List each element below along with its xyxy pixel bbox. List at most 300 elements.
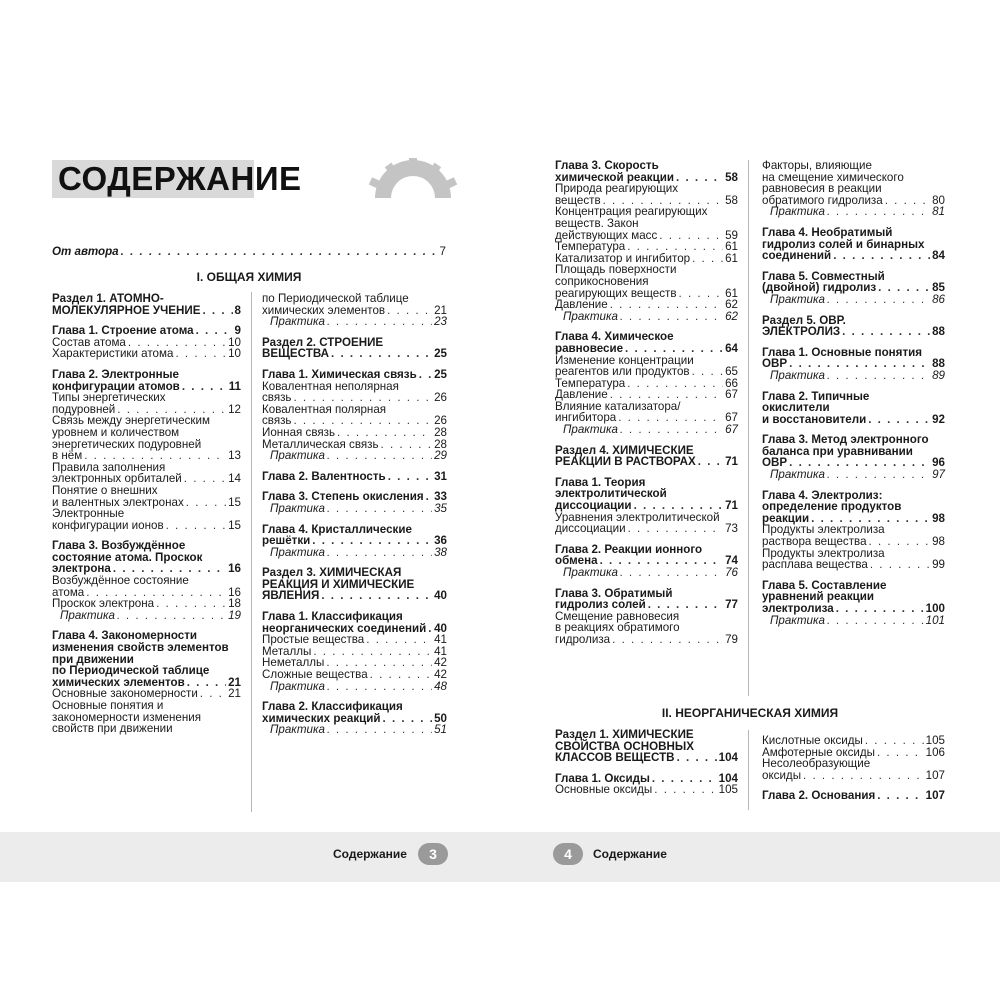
dot-leader xyxy=(654,784,716,796)
intro-page: 7 xyxy=(439,245,446,258)
toc-entry[interactable] xyxy=(262,316,447,328)
toc-page-number: 88 xyxy=(932,325,945,339)
toc-column-5 xyxy=(555,729,738,796)
toc-entry[interactable] xyxy=(555,355,738,378)
toc-entry[interactable] xyxy=(262,669,447,681)
toc-entry-line: определение продуктов xyxy=(762,500,902,514)
toc-entry[interactable] xyxy=(262,404,447,427)
toc-entry-line: соприкосновения xyxy=(555,274,649,288)
toc-entry[interactable] xyxy=(52,415,241,461)
toc-entry-title: и валентных электронах xyxy=(52,495,184,509)
section-heading-inorganic: II. НЕОРГАНИЧЕСКАЯ ХИМИЯ xyxy=(661,706,839,720)
dot-leader xyxy=(869,536,931,548)
toc-entry-title: электролиза xyxy=(762,602,834,615)
toc-entry-title: решётки xyxy=(262,534,311,548)
toc-entry[interactable] xyxy=(762,524,945,547)
toc-entry[interactable] xyxy=(262,681,447,693)
toc-entry-line: СВОЙСТВА ОСНОВНЫХ xyxy=(555,739,694,753)
toc-entry-title: соединений xyxy=(762,249,832,263)
toc-entry-title: конфигурации атомов xyxy=(52,379,180,393)
toc-entry[interactable] xyxy=(555,784,738,796)
toc-entry-line: на смещение химического xyxy=(762,170,904,184)
toc-entry-line: электролитической xyxy=(555,487,667,501)
toc-entry-line: Глава 2. Реакции ионного xyxy=(555,542,703,556)
toc-entry-line: уравнений реакции xyxy=(762,590,875,604)
toc-entry-line: Глава 1. Теория xyxy=(555,475,646,489)
toc-entry-line: по Периодической таблице xyxy=(52,664,210,678)
dot-leader xyxy=(836,603,924,615)
toc-entry[interactable] xyxy=(555,206,738,241)
dot-leader xyxy=(327,724,432,736)
toc-page-number: 62 xyxy=(725,309,738,323)
dot-leader xyxy=(387,305,432,317)
dot-leader xyxy=(618,412,723,424)
toc-entry-line: Глава 4. Необратимый xyxy=(762,225,893,239)
toc-page-number: 77 xyxy=(725,598,738,612)
toc-entry-title: Практика xyxy=(270,545,325,559)
toc-entry[interactable] xyxy=(555,264,738,299)
toc-entry[interactable] xyxy=(262,427,447,439)
toc-entry-title: гидролиз солей xyxy=(555,598,646,612)
toc-entry-title: ЯВЛЕНИЯ xyxy=(262,589,320,603)
toc-page-number: 89 xyxy=(932,368,945,382)
dot-leader xyxy=(803,770,924,782)
toc-page-number: 67 xyxy=(725,388,738,402)
toc-entry-title: оксиды xyxy=(762,768,802,782)
toc-page-number: 61 xyxy=(725,240,738,254)
toc-entry-title: Практика xyxy=(770,468,825,482)
toc-entry-title: связь xyxy=(262,414,292,428)
toc-page-number: 97 xyxy=(932,468,945,482)
toc-entry-title: Глава 3. Степень окисления xyxy=(262,490,424,504)
toc-page-number: 85 xyxy=(932,281,945,295)
toc-entry-line: Несолеобразующие xyxy=(762,757,871,771)
toc-page-number: 98 xyxy=(932,535,945,549)
intro-entry[interactable] xyxy=(52,245,446,258)
toc-page-number: 21 xyxy=(434,303,447,317)
toc-page-number: 62 xyxy=(725,298,738,312)
toc-entry[interactable] xyxy=(762,490,945,525)
toc-entry[interactable] xyxy=(52,575,241,598)
toc-entry-title: Глава 2. Валентность xyxy=(262,469,386,483)
toc-entry-title: действующих масс xyxy=(555,228,658,242)
toc-page-number: 104 xyxy=(718,771,738,785)
toc-entry-title: Глава 1. Химическая связь xyxy=(262,367,417,381)
toc-entry[interactable] xyxy=(762,615,945,627)
toc-column-2 xyxy=(262,293,447,736)
toc-entry-line: Глава 5. Совместный xyxy=(762,269,885,283)
toc-entry-line: Концентрация реагирующих xyxy=(555,205,708,219)
dot-leader xyxy=(321,590,432,602)
toc-page-number: 14 xyxy=(228,472,241,486)
toc-page-number: 61 xyxy=(725,286,738,300)
dot-leader xyxy=(388,471,432,483)
dot-leader xyxy=(117,610,226,622)
toc-entry[interactable] xyxy=(52,369,241,392)
dot-leader xyxy=(370,669,432,681)
dot-leader xyxy=(652,773,717,785)
toc-page-number: 50 xyxy=(434,711,447,725)
toc-entry-line: Глава 4. Кристаллические xyxy=(262,522,412,536)
toc-entry-title: Характеристики атома xyxy=(52,347,174,361)
toc-entry-title: диссоциации xyxy=(555,522,626,536)
toc-entry[interactable] xyxy=(555,401,738,424)
toc-page-number: 12 xyxy=(228,402,241,416)
toc-entry-line: Типы энергетических xyxy=(52,391,166,405)
toc-entry-line: Глава 5. Составление xyxy=(762,578,887,592)
dot-leader xyxy=(827,370,930,382)
toc-page-number: 98 xyxy=(932,511,945,525)
toc-entry[interactable] xyxy=(762,434,945,469)
toc-entry-line: Глава 4. Химическое xyxy=(555,330,674,344)
toc-page-number: 107 xyxy=(925,789,945,803)
dot-leader xyxy=(313,646,432,658)
toc-page-number: 23 xyxy=(434,315,447,329)
toc-page-number: 65 xyxy=(725,365,738,379)
toc-entry-line: Изменение концентрации xyxy=(555,353,694,367)
toc-entry-title: Температура xyxy=(555,376,626,390)
dot-leader xyxy=(200,688,226,700)
toc-page-number: 26 xyxy=(434,391,447,405)
toc-entry[interactable] xyxy=(52,392,241,415)
toc-entry-title: неорганических соединений xyxy=(262,621,427,635)
toc-entry-title: ОВР xyxy=(762,357,788,371)
column-divider xyxy=(748,730,749,810)
toc-page-number: 59 xyxy=(725,228,738,242)
toc-page-number: 15 xyxy=(228,495,241,509)
toc-entry[interactable] xyxy=(52,462,241,485)
toc-entry-line: Глава 2. Электронные xyxy=(52,367,179,381)
dot-leader xyxy=(175,348,226,360)
toc-entry-title: Основные оксиды xyxy=(555,783,653,797)
toc-page-number: 21 xyxy=(228,687,241,701)
toc-page-number: 71 xyxy=(725,499,738,513)
toc-entry[interactable] xyxy=(555,477,738,512)
toc-entry-title: Практика xyxy=(60,608,115,622)
toc-entry-line: Раздел 5. ОВР. xyxy=(762,313,846,327)
toc-page-number: 100 xyxy=(925,602,945,615)
toc-entry[interactable] xyxy=(52,508,241,531)
toc-entry[interactable] xyxy=(52,540,241,575)
toc-page-number: 48 xyxy=(434,679,447,693)
toc-entry-title: реагентов или продуктов xyxy=(555,365,690,379)
toc-page-number: 10 xyxy=(228,335,241,349)
toc-entry-title: РЕАКЦИИ В РАСТВОРАХ xyxy=(555,455,696,469)
toc-entry[interactable] xyxy=(555,311,738,323)
toc-entry-title: раствора вещества xyxy=(762,535,867,549)
toc-entry-line: окислители xyxy=(762,401,830,415)
toc-entry[interactable] xyxy=(52,610,241,622)
toc-page-number: 80 xyxy=(932,193,945,207)
toc-entry-title: КЛАССОВ ВЕЩЕСТВ xyxy=(555,751,675,765)
column-divider xyxy=(748,160,749,696)
toc-page-number: 41 xyxy=(434,644,447,658)
dot-leader xyxy=(827,294,930,306)
toc-entry-title: МОЛЕКУЛЯРНОЕ УЧЕНИЕ xyxy=(52,303,201,317)
dot-leader xyxy=(293,392,432,404)
toc-page-number: 25 xyxy=(434,367,447,381)
toc-page-number: 92 xyxy=(932,412,945,426)
dot-leader xyxy=(327,450,432,462)
toc-entry[interactable] xyxy=(762,294,945,306)
dot-leader xyxy=(868,414,930,426)
dot-leader xyxy=(827,469,930,481)
toc-entry[interactable] xyxy=(762,548,945,571)
dot-leader xyxy=(885,195,930,207)
dot-leader xyxy=(659,230,723,242)
toc-entry-line: Глава 4. Электролиз: xyxy=(762,488,883,502)
toc-entry-line: Глава 1. Классификация xyxy=(262,610,403,624)
toc-entry-title: Глава 1. Оксиды xyxy=(555,771,650,785)
toc-entry-line: Глава 4. Закономерности xyxy=(52,629,198,643)
toc-entry[interactable] xyxy=(762,206,945,218)
toc-entry[interactable] xyxy=(262,724,447,736)
dot-leader xyxy=(381,439,433,451)
toc-entry[interactable] xyxy=(262,369,447,381)
toc-entry[interactable] xyxy=(52,485,241,508)
dot-leader xyxy=(865,735,924,747)
toc-entry-line: Смещение равновесия xyxy=(555,609,680,623)
toc-entry[interactable] xyxy=(262,611,447,634)
toc-entry[interactable] xyxy=(262,381,447,404)
toc-entry-title: Практика xyxy=(270,723,325,737)
toc-entry[interactable] xyxy=(555,183,738,206)
toc-page-number: 31 xyxy=(434,469,447,483)
dot-leader xyxy=(196,325,233,337)
toc-page-number: 76 xyxy=(725,566,738,579)
toc-entry[interactable] xyxy=(262,524,447,547)
toc-entry-title: Температура xyxy=(555,240,626,254)
dot-leader xyxy=(366,634,432,646)
toc-entry-title: Металлы xyxy=(262,644,312,658)
toc-entry-title: Сложные вещества xyxy=(262,668,368,682)
dot-leader xyxy=(327,503,432,515)
toc-entry-line: Глава 3. Метод электронного xyxy=(762,433,929,447)
toc-entry-line: Связь между энергетическим xyxy=(52,414,210,428)
toc-page-number: 40 xyxy=(434,621,447,635)
dot-leader xyxy=(166,520,226,532)
toc-entry-title: Практика xyxy=(770,613,825,627)
toc-column-3 xyxy=(555,160,738,646)
toc-entry-title: равновесие xyxy=(555,341,624,355)
toc-entry-line: свойств при движении xyxy=(52,722,173,736)
toc-entry[interactable] xyxy=(555,588,738,611)
toc-entry[interactable] xyxy=(762,160,945,206)
toc-entry[interactable] xyxy=(555,445,738,468)
toc-entry-title: Давление xyxy=(555,388,608,402)
toc-entry-line: состояние атома. Проскок xyxy=(52,550,203,564)
toc-entry-title: Состав атома xyxy=(52,335,126,349)
toc-entry[interactable] xyxy=(762,271,945,294)
toc-page-number: 16 xyxy=(228,585,241,599)
toc-entry-line: изменения свойств элементов xyxy=(52,641,229,655)
toc-entry[interactable] xyxy=(762,347,945,370)
toc-page-number: 79 xyxy=(725,632,738,646)
toc-page-number: 36 xyxy=(434,534,447,548)
toc-entry[interactable] xyxy=(555,160,738,183)
toc-page-number: 66 xyxy=(725,376,738,390)
toc-page-number: 29 xyxy=(434,449,447,463)
toc-entry-line: Возбуждённое состояние xyxy=(52,574,189,588)
toc-page-number: 9 xyxy=(234,324,241,338)
toc-entry-title: Проскок электрона xyxy=(52,597,155,611)
toc-entry[interactable] xyxy=(262,471,447,483)
dot-leader xyxy=(337,427,432,439)
toc-entry-line: веществ. Закон xyxy=(555,216,639,230)
toc-entry-title: ВЕЩЕСТВА xyxy=(262,347,329,361)
toc-entry[interactable] xyxy=(555,299,738,311)
toc-entry-line: Глава 2. Типичные xyxy=(762,389,870,403)
toc-page-number: 88 xyxy=(932,357,945,371)
dot-leader xyxy=(383,713,433,725)
toc-entry[interactable] xyxy=(262,450,447,462)
toc-page-number: 25 xyxy=(434,347,447,361)
toc-entry-line: Основные понятия и xyxy=(52,699,164,712)
toc-entry-title: конфигурации ионов xyxy=(52,518,164,532)
intro-label: От автора xyxy=(52,245,119,258)
toc-entry[interactable] xyxy=(262,567,447,602)
toc-entry-line: Раздел 3. ХИМИЧЕСКАЯ xyxy=(262,566,402,580)
toc-column-1 xyxy=(52,293,241,735)
toc-entry[interactable] xyxy=(262,547,447,559)
dot-leader xyxy=(627,378,723,390)
toc-page-number: 71 xyxy=(725,455,738,469)
toc-page-number: 84 xyxy=(932,249,945,263)
dot-leader xyxy=(202,305,232,317)
toc-entry[interactable] xyxy=(762,580,945,615)
dot-leader xyxy=(676,172,723,184)
toc-page-number: 21 xyxy=(228,675,241,689)
toc-entry-line: Глава 2. Классификация xyxy=(262,700,403,714)
toc-entry-title: гидролиза xyxy=(555,632,611,646)
toc-column-4 xyxy=(762,160,945,626)
toc-entry-line: Уравнения электролитической xyxy=(555,510,720,524)
toc-entry[interactable] xyxy=(262,701,447,724)
toc-entry[interactable] xyxy=(555,331,738,354)
toc-page-number: 38 xyxy=(434,545,447,559)
toc-entry-title: Металлическая связь xyxy=(262,437,379,451)
toc-page-number: 10 xyxy=(228,347,241,361)
toc-entry-title: Катализатор и ингибитор xyxy=(555,251,691,265)
toc-page-number: 104 xyxy=(718,751,738,765)
toc-entry-line: Раздел 1. АТОМНО- xyxy=(52,292,164,305)
toc-entry-line: Влияние катализатора/ xyxy=(555,399,681,413)
toc-entry-title: электронных орбиталей xyxy=(52,472,182,486)
toc-entry-title: Ионная связь xyxy=(262,425,335,439)
toc-entry[interactable] xyxy=(762,315,945,338)
toc-entry[interactable] xyxy=(52,700,241,735)
gear-icon xyxy=(365,158,461,198)
toc-entry-title: ЭЛЕКТРОЛИЗ xyxy=(762,325,841,339)
toc-entry[interactable] xyxy=(762,758,945,781)
dot-leader xyxy=(182,381,227,393)
dot-leader xyxy=(679,288,724,300)
toc-page-number: 99 xyxy=(932,558,945,572)
toc-entry[interactable] xyxy=(762,790,945,802)
dot-leader xyxy=(677,752,717,764)
dot-leader xyxy=(620,424,723,436)
toc-entry-title: расплава вещества xyxy=(762,558,868,572)
toc-page-number: 61 xyxy=(725,251,738,265)
toc-entry[interactable] xyxy=(555,544,738,567)
toc-page-number: 58 xyxy=(725,193,738,207)
section-heading-general: I. ОБЩАЯ ХИМИЯ xyxy=(196,270,302,284)
toc-entry[interactable] xyxy=(762,227,945,262)
toc-entry[interactable] xyxy=(762,469,945,481)
dot-leader xyxy=(610,299,723,311)
toc-entry-line: Глава 3. Возбуждённое xyxy=(52,539,186,553)
toc-entry[interactable] xyxy=(762,735,945,747)
toc-page-number: 26 xyxy=(434,414,447,428)
toc-entry-title: Практика xyxy=(270,679,325,693)
toc-entry[interactable] xyxy=(52,630,241,688)
toc-entry[interactable] xyxy=(555,611,738,646)
toc-entry[interactable] xyxy=(555,241,738,253)
toc-entry-title: (двойной) гидролиз xyxy=(762,281,877,295)
toc-entry[interactable] xyxy=(555,567,738,579)
toc-entry-line: РЕАКЦИЯ И ХИМИЧЕСКИЕ xyxy=(262,577,415,591)
toc-entry[interactable] xyxy=(52,293,241,316)
toc-entry[interactable] xyxy=(555,512,738,535)
toc-entry-title: Практика xyxy=(270,449,325,463)
toc-entry-line: Раздел 4. ХИМИЧЕСКИЕ xyxy=(555,443,694,457)
toc-entry-title: Практика xyxy=(563,423,618,437)
dot-leader xyxy=(698,456,723,468)
toc-entry-line: Электронные xyxy=(52,507,125,521)
toc-page-number: 105 xyxy=(925,734,945,747)
toc-entry-title: Глава 2. Основания xyxy=(762,789,876,803)
dot-leader xyxy=(833,250,930,262)
toc-page-number: 101 xyxy=(925,613,945,627)
toc-entry[interactable] xyxy=(52,348,241,360)
dot-leader xyxy=(878,282,930,294)
dot-leader xyxy=(692,366,724,378)
toc-entry[interactable] xyxy=(762,391,945,426)
toc-entry[interactable] xyxy=(262,337,447,360)
toc-entry[interactable] xyxy=(262,503,447,515)
dot-leader xyxy=(184,473,226,485)
toc-page-number: 107 xyxy=(925,768,945,782)
dot-leader xyxy=(877,747,924,759)
toc-page-number: 86 xyxy=(932,292,945,306)
toc-entry[interactable] xyxy=(555,424,738,436)
dot-leader xyxy=(156,598,226,610)
toc-page-number: 33 xyxy=(434,490,447,504)
dot-leader xyxy=(620,311,723,323)
toc-page-number: 19 xyxy=(228,608,241,622)
dot-leader xyxy=(612,634,723,646)
toc-entry-line: Глава 3. Обратимый xyxy=(555,586,673,600)
toc-entry[interactable] xyxy=(555,729,738,764)
toc-entry-title: Давление xyxy=(555,298,608,312)
toc-entry-line: Раздел 1. ХИМИЧЕСКИЕ xyxy=(555,728,694,741)
toc-entry-title: ингибитора xyxy=(555,411,617,425)
toc-entry-line: Глава 1. Основные понятия xyxy=(762,345,923,359)
toc-entry-line: равновесия в реакции xyxy=(762,182,882,196)
toc-entry-title: химической реакции xyxy=(555,170,674,184)
dot-leader xyxy=(627,241,723,253)
toc-page-number: 58 xyxy=(725,170,738,184)
dot-leader xyxy=(634,500,724,512)
toc-entry[interactable] xyxy=(762,370,945,382)
toc-entry-title: в нём xyxy=(52,449,83,463)
toc-entry-line: Понятие о внешних xyxy=(52,483,158,497)
toc-entry-title: Практика xyxy=(770,292,825,306)
toc-entry-line: гидролиз солей и бинарных xyxy=(762,237,925,251)
page-title: СОДЕРЖАНИЕ xyxy=(58,160,302,197)
toc-entry[interactable] xyxy=(262,293,447,316)
toc-entry-title: химических элементов xyxy=(52,675,185,689)
